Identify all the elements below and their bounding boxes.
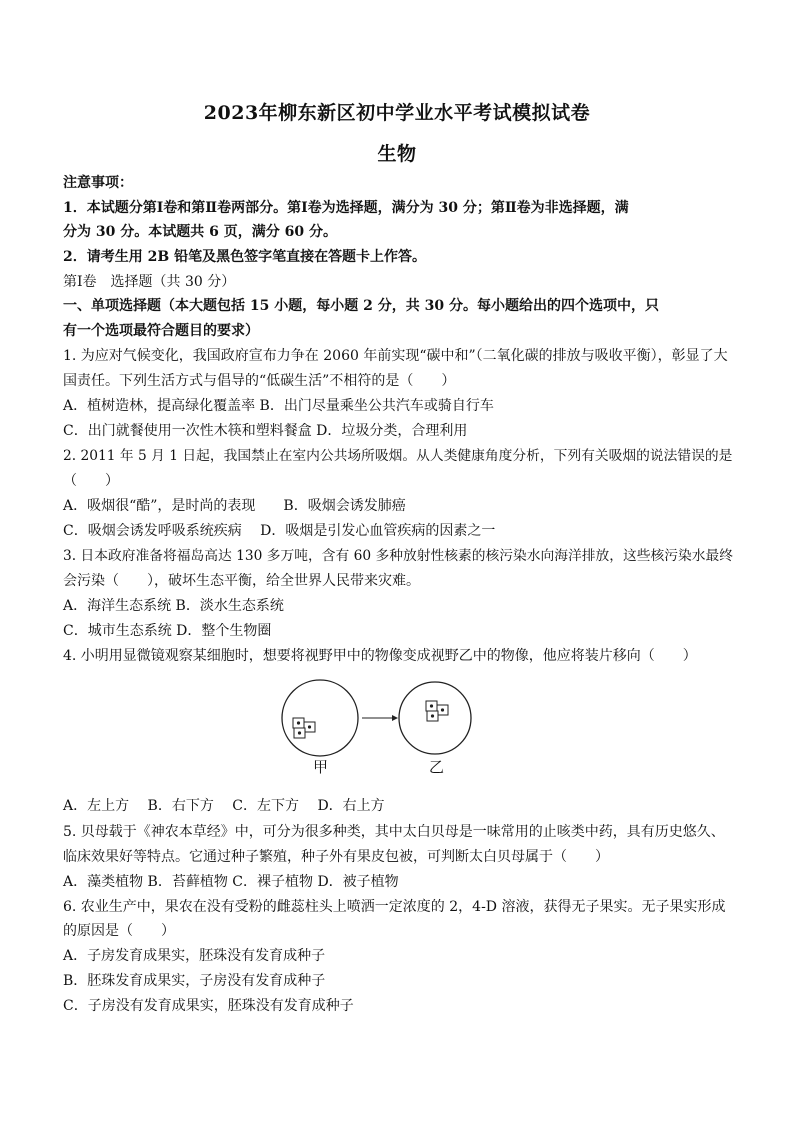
question-6-option-b: B．胚珠发育成果实，子房没有发育成种子 xyxy=(63,973,326,989)
question-1-options-cd: C．出门就餐使用一次性木筷和塑料餐盒 D．垃圾分类，合理利用 xyxy=(63,423,468,439)
question-2-options-cd: C．吸烟会诱发呼吸系统疾病 D．吸烟是引发心血管疾病的因素之一 xyxy=(63,523,496,539)
question-5-stem: 5. 贝母载于《神农本草经》中，可分为很多种类，其中太白贝母是一味常用的止咳类中药，具有历史悠久、 xyxy=(63,824,725,840)
field-yi-label: 乙 xyxy=(429,758,445,776)
notes-heading: 注意事项： xyxy=(63,175,133,191)
question-1-options-ab: A．植树造林，提高绿化覆盖率 B．出门尽量乘坐公共汽车或骑自行车 xyxy=(63,398,494,414)
arrow-head-icon xyxy=(392,715,398,721)
question-3-stem: 3. 日本政府准备将福岛高达 130 多万吨，含有 60 多种放射性核素的核污染水向海洋排放，这些核污染水最终 xyxy=(63,548,733,564)
question-2-stem-cont: （ ） xyxy=(63,473,119,489)
notes-item-2: 2．请考生用 2B 铅笔及黑色签字笔直接在答题卡上作答。 xyxy=(63,249,427,265)
field-jia-label: 甲 xyxy=(313,758,329,776)
exam-title: 2023年柳东新区初中学业水平考试模拟试卷 xyxy=(203,102,591,124)
section-label: 第Ⅰ卷 选择题（共 30 分） xyxy=(63,274,236,290)
question-6-stem-cont: 的原因是（ ） xyxy=(63,923,175,939)
question-2-stem: 2. 2011 年 5 月 1 日起，我国禁止在室内公共场所吸烟。从人类健康角度分析，下列有关吸烟的说法错误的是 xyxy=(63,448,733,464)
microscope-field-figure xyxy=(280,678,480,778)
section-heading-cont: 有一个选项最符合题目的要求） xyxy=(63,323,259,339)
question-3-options-ab: A．海洋生态系统 B．淡水生态系统 xyxy=(63,598,284,614)
question-6-option-a: A．子房发育成果实，胚珠没有发育成种子 xyxy=(63,948,326,964)
exam-subject: 生物 xyxy=(377,143,417,165)
question-6-stem: 6. 农业生产中，果农在没有受粉的雌蕊柱头上喷洒一定浓度的 2，4-D 溶液，获得无子果实。无子果实形成 xyxy=(63,899,726,915)
section-heading: 一、单项选择题（本大题包括 15 小题，每小题 2 分，共 30 分。每小题给出的四个选项中，只 xyxy=(63,298,659,314)
question-1-stem: 1. 为应对气候变化，我国政府宣布力争在 2060 年前实现“碳中和”（二氧化碳的排放与吸收平衡），彰显了大 xyxy=(63,348,728,364)
question-5-stem-cont: 临床效果好等特点。它通过种子繁殖，种子外有果皮包被，可判断太白贝母属于（ ） xyxy=(63,849,609,865)
question-4-options: A．左上方 B．右下方 C．左下方 D．右上方 xyxy=(63,798,385,814)
question-6-option-c: C．子房没有发育成果实，胚珠没有发育成种子 xyxy=(63,998,354,1014)
question-2-options-ab: A．吸烟很“酷”，是时尚的表现 B．吸烟会诱发肺癌 xyxy=(63,498,406,514)
question-3-options-cd: C．城市生态系统 D．整个生物圈 xyxy=(63,623,272,639)
notes-item-1: 1．本试题分第Ⅰ卷和第Ⅱ卷两部分。第Ⅰ卷为选择题，满分为 30 分；第Ⅱ卷为非选择题，满 xyxy=(63,200,629,216)
question-5-options: A．藻类植物 B．苔藓植物 C．裸子植物 D．被子植物 xyxy=(63,874,399,890)
question-1-stem-cont: 国责任。下列生活方式与倡导的“低碳生活”不相符的是（ ） xyxy=(63,373,456,389)
question-3-stem-cont: 会污染（ ），破坏生态平衡，给全世界人民带来灾难。 xyxy=(63,573,420,589)
question-4-stem: 4. 小明用显微镜观察某细胞时，想要将视野甲中的物像变成视野乙中的物像，他应将装片移向（ ） xyxy=(63,648,697,664)
microscope-fields-svg xyxy=(280,678,480,778)
notes-item-1-cont: 分为 30 分。本试题共 6 页，满分 60 分。 xyxy=(63,224,337,240)
